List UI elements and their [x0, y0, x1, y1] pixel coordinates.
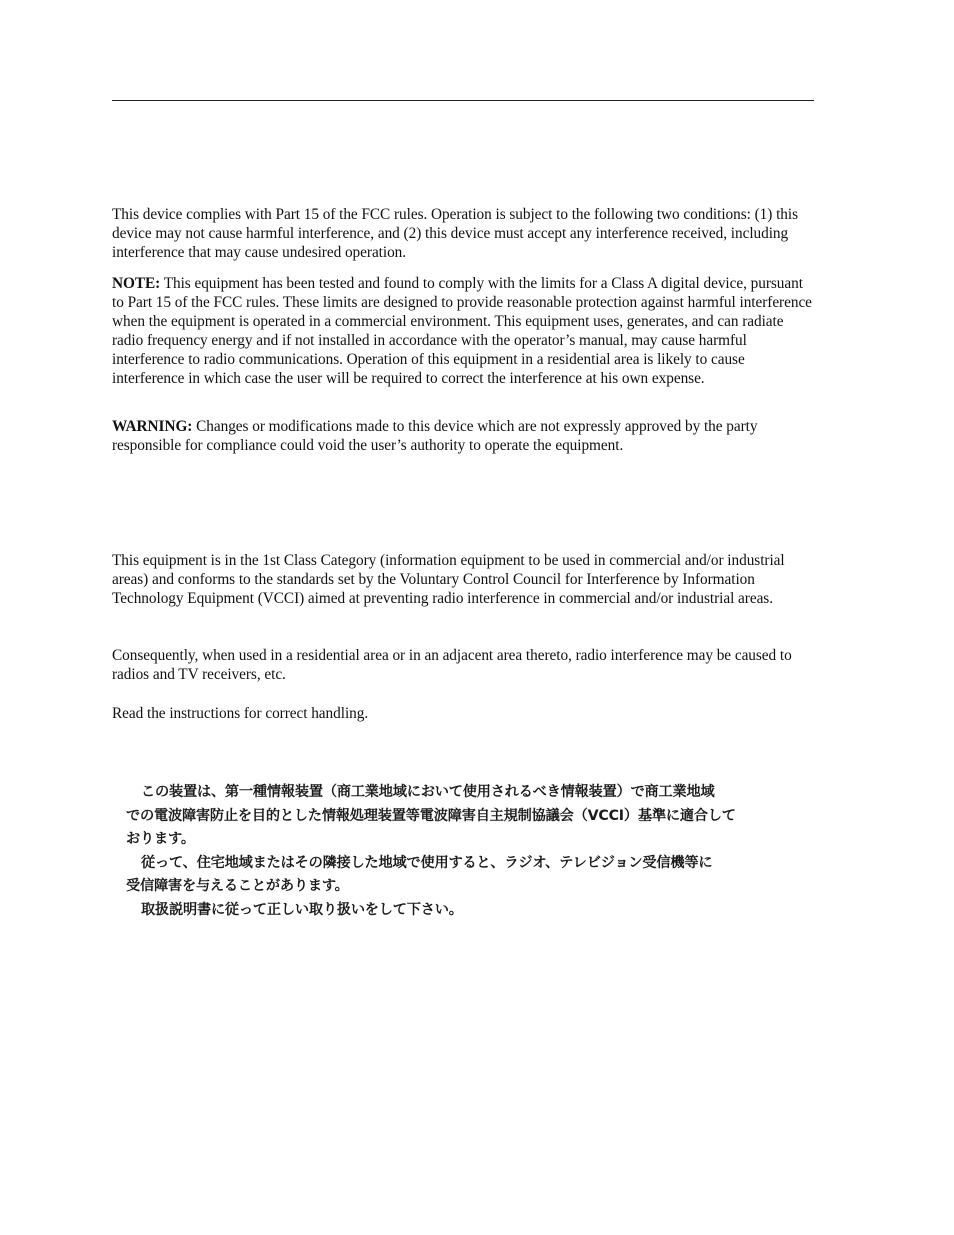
note-text: This equipment has been tested and found to comply with the limits for a Class A digital device, pursuant to Part 15 of the FCC rules. These limits are designed to provide reasonable protection against harmful interference when the equipment is operated in a commercial environment. This equipment uses, generates, and can radiate radio frequency energy and if not installed in accordance with the operator’s manual, may cause harmful interference to radio communications. Operation of this equipment in a residential area is likely to cause interference in which case the user will be required to correct the interference at his own expense.	[112, 275, 812, 388]
japanese-line: 取扱説明書に従って正しい取り扱いをして下さい。	[141, 901, 463, 918]
fcc-warning-paragraph	[112, 417, 817, 455]
vcci-japanese-statement	[126, 781, 816, 923]
fcc-compliance-paragraph: This device complies with Part 15 of the FCC rules. Operation is subject to the following two conditions: (1) this device may not cause harmful interference, and (2) this device must accept any interference received, including interference that may cause undesired operation.	[112, 206, 798, 262]
vcci-instructions-paragraph: Read the instructions for correct handling.	[112, 705, 369, 722]
japanese-line: 受信障害を与えることがあります。	[126, 878, 349, 895]
japanese-line: この装置は、第一種情報装置（商工業地域において使用されるべき情報装置）で商工業地域	[141, 784, 715, 800]
note-label: NOTE:	[112, 275, 161, 292]
warning-text: Changes or modifications made to this device which are not expressly approved by the party responsible for compliance could void the user’s authority to operate the equipment.	[112, 418, 758, 455]
japanese-line: おります。	[126, 831, 195, 848]
header-rule	[112, 100, 814, 101]
japanese-line: での電波障害防止を目的とした情報処理装置等電波障害自主規制協議会（VCCI）基準に適合して	[126, 807, 736, 824]
fcc-note-paragraph	[112, 274, 817, 389]
vcci-class-paragraph: This equipment is in the 1st Class Category (information equipment to be used in commercial and/or industrial areas) and conforms to the standards set by the Voluntary Control Council for Interference by Information Technology Equipment (VCCI) aimed at preventing radio interference in commercial and/or industrial areas.	[112, 552, 785, 608]
warning-label: WARNING:	[112, 418, 193, 435]
japanese-line: 従って、住宅地域またはその隣接した地域で使用すると、ラジオ、テレビジョン受信機等に	[141, 854, 713, 871]
vcci-consequence-paragraph: Consequently, when used in a residential area or in an adjacent area thereto, radio interference may be caused to radios and TV receivers, etc.	[112, 647, 792, 684]
